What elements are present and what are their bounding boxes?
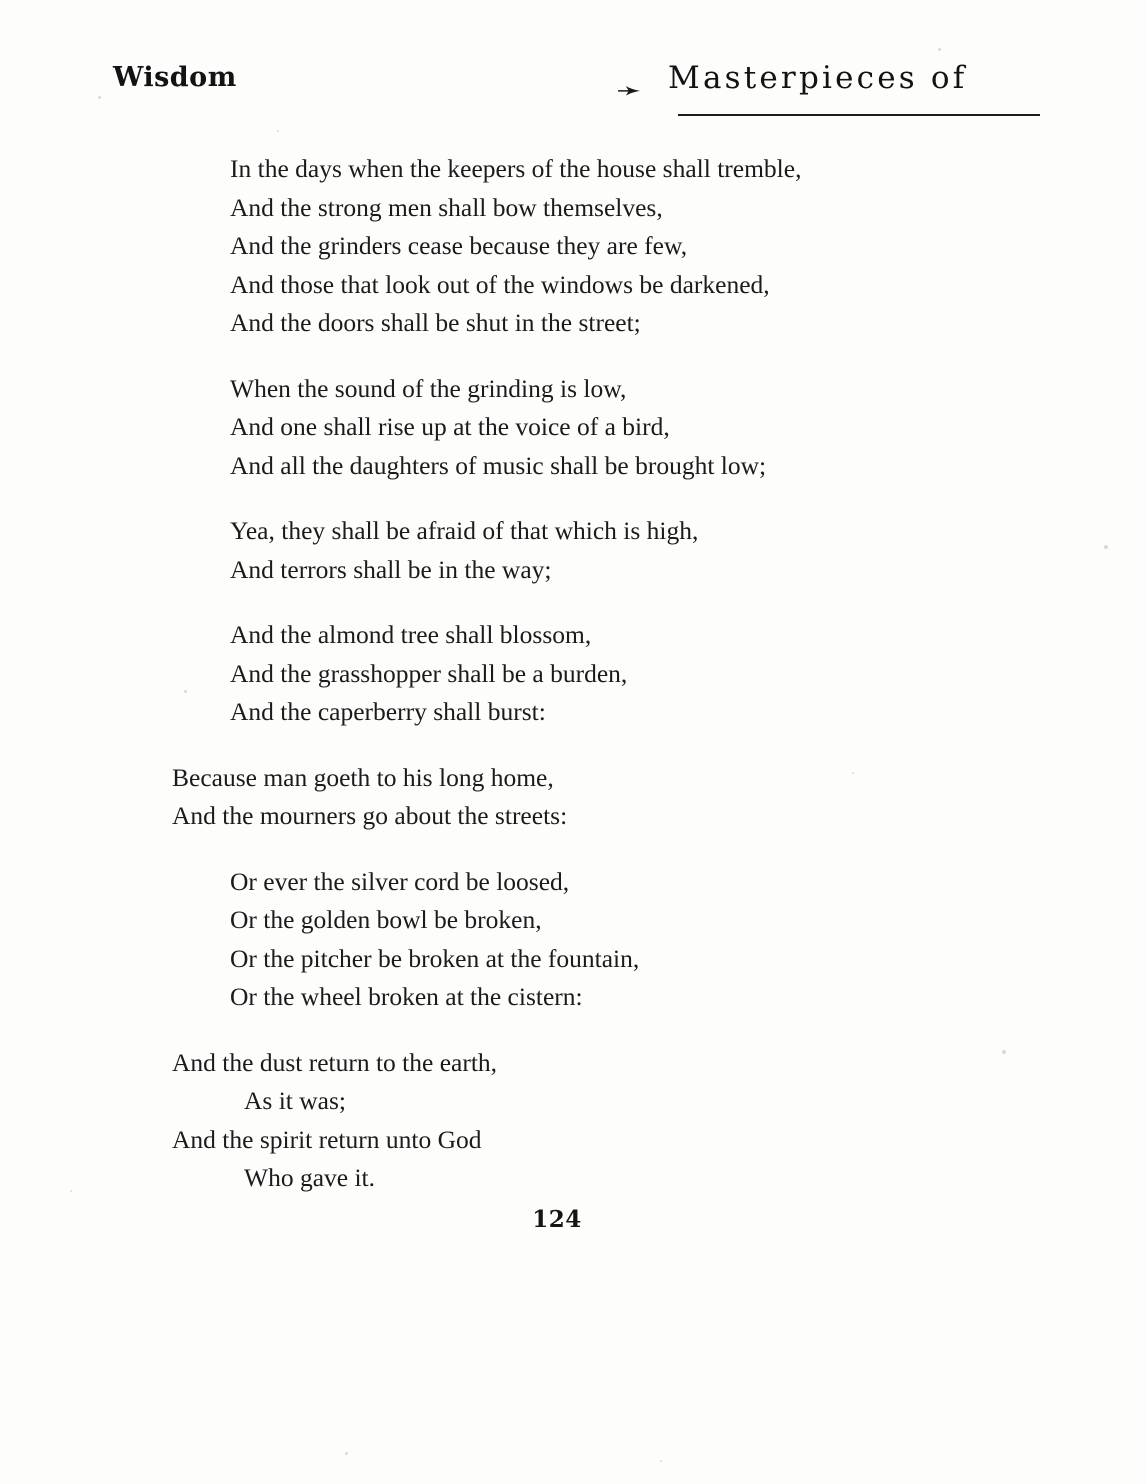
poem-line: Yea, they shall be afraid of that which is high, (230, 516, 699, 545)
arrow-ornament-icon: ➛ (616, 76, 642, 105)
poem-line: In the days when the keepers of the house shall tremble, (230, 154, 802, 183)
running-head (0, 62, 1146, 132)
poem-line: And the mourners go about the streets: (172, 801, 568, 830)
poem-line: And the dust return to the earth, (172, 1047, 498, 1077)
stanza (0, 1044, 1146, 1198)
stanza (0, 863, 1146, 1017)
poem-line: And the spirit return unto God (172, 1124, 482, 1154)
poem-line: And the grasshopper shall be a burden, (230, 658, 628, 688)
poem-line: And the strong men shall bow themselves, (230, 192, 663, 222)
poem-line: Or the wheel broken at the cistern: (230, 982, 583, 1011)
poem-line: Or the pitcher be broken at the fountain, (230, 943, 640, 973)
poem-line: And terrors shall be in the way; (230, 554, 552, 584)
poem-line: And those that look out of the windows be darkened, (230, 269, 770, 299)
poem-line: And the almond tree shall blossom, (230, 620, 592, 649)
poem-line: As it was; (244, 1086, 346, 1115)
running-head-rule (678, 114, 1040, 116)
poem-line: When the sound of the grinding is low, (230, 373, 627, 403)
running-head-left-title: Wisdom (113, 62, 237, 93)
stanza (0, 512, 1146, 589)
poem-line: And all the daughters of music shall be brought low; (230, 450, 767, 480)
page-number (0, 1206, 1146, 1233)
stanza (0, 759, 1146, 836)
poem-line: And the caperberry shall burst: (230, 697, 546, 726)
poem-line: Because man goeth to his long home, (172, 762, 554, 792)
poem-line: And the grinders cease because they are few, (230, 231, 688, 260)
poem-line: And one shall rise up at the voice of a bird, (230, 412, 670, 441)
poem-body (0, 150, 1146, 1225)
stanza (0, 150, 1146, 343)
page-number-value: 124 (532, 1206, 582, 1233)
running-head-right-title: Masterpieces of (668, 60, 968, 96)
stanza (0, 370, 1146, 486)
poem-line: Or ever the silver cord be loosed, (230, 866, 570, 896)
poem-line: Or the golden bowl be broken, (230, 905, 542, 934)
poem-line: Who gave it. (244, 1163, 375, 1192)
poem-line: And the doors shall be shut in the street; (230, 308, 641, 337)
stanza (0, 616, 1146, 732)
